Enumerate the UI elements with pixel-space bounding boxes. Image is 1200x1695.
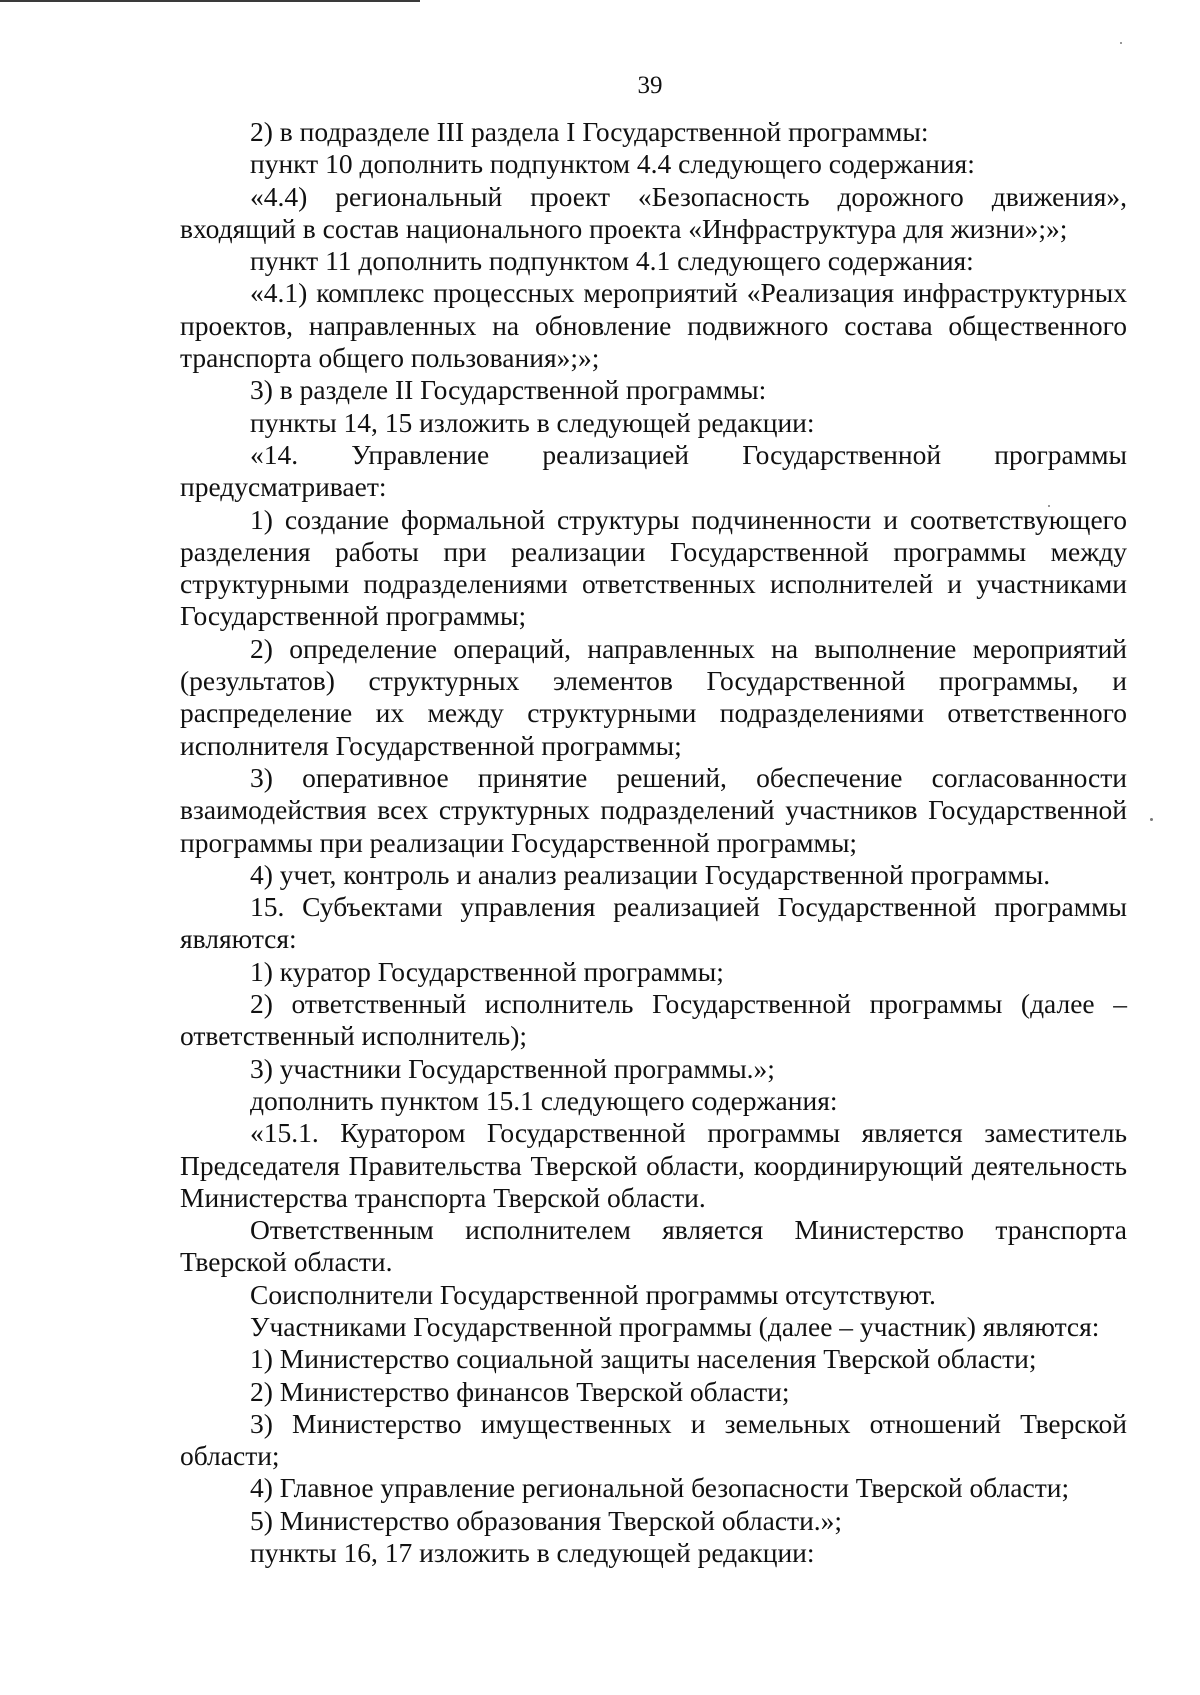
paragraph: 2) Министерство финансов Тверской области; xyxy=(250,1375,790,1407)
paragraph: 15. Субъектами управления реализацией Государственной программы являются: xyxy=(180,891,1127,955)
paragraph: 4) Главное управление региональной безопасности Тверской области; xyxy=(250,1472,1070,1504)
paragraph: 1) Министерство социальной защиты населения Тверской области; xyxy=(250,1343,1037,1375)
paragraph: 5) Министерство образования Тверской области.»; xyxy=(250,1504,843,1536)
paragraph: «4.1) комплекс процессных мероприятий «Реализация инфраструктурных проектов, направленных на обновление подвижного состава общественного транспорта общего пользования»;»; xyxy=(180,277,1127,374)
paragraph: дополнить пунктом 15.1 следующего содержания: xyxy=(250,1084,838,1116)
scan-edge-line xyxy=(0,0,420,2)
page-number: 39 xyxy=(637,72,663,99)
paragraph: Соисполнители Государственной программы отсутствуют. xyxy=(250,1278,936,1310)
paragraph: 3) в разделе II Государственной программы: xyxy=(250,374,767,406)
paragraph: 2) в подразделе III раздела I Государственной программы: xyxy=(250,116,929,147)
paragraph: пункты 16, 17 изложить в следующей редакции: xyxy=(250,1537,815,1569)
document-body xyxy=(180,116,1127,1569)
paragraph: 1) куратор Государственной программы; xyxy=(250,955,724,987)
paragraph: «15.1. Куратором Государственной программы является заместитель Председателя Правительства Тверской области, координирующий деятельность Министерства транспорта Тверской области. xyxy=(180,1117,1127,1213)
paragraph: Ответственным исполнителем является Министерство транспорта Тверской области. xyxy=(180,1214,1127,1278)
paragraph: 1) создание формальной структуры подчиненности и соответствующего разделения работы при реализации Государственной программы между структурными подразделениями ответственных исполнителей и участниками Государственной программы; xyxy=(180,503,1127,632)
paragraph: пункты 14, 15 изложить в следующей редакции: xyxy=(250,406,815,438)
paragraph: 3) Министерство имущественных и земельных отношений Тверской области; xyxy=(180,1407,1127,1472)
paragraph: «14. Управление реализацией Государственной программы предусматривает: xyxy=(180,438,1127,503)
paragraph: пункт 10 дополнить подпунктом 4.4 следующего содержания: xyxy=(250,148,975,180)
paragraph: 3) оперативное принятие решений, обеспечение согласованности взаимодействия всех структурных подразделений участников Государственной программы при реализации Государственной программы; xyxy=(180,761,1127,858)
scan-speck xyxy=(1150,818,1153,821)
paragraph: 2) ответственный исполнитель Государственной программы (далее – ответственный исполнитель); xyxy=(180,988,1127,1052)
paragraph: Участниками Государственной программы (далее – участник) являются: xyxy=(250,1310,1100,1342)
paragraph: 4) учет, контроль и анализ реализации Государственной программы. xyxy=(250,858,1051,890)
paragraph: «4.4) региональный проект «Безопасность дорожного движения», входящий в состав национального проекта «Инфраструктура для жизни»;»; xyxy=(180,180,1127,244)
paragraph: пункт 11 дополнить подпунктом 4.1 следующего содержания: xyxy=(250,245,974,277)
scan-speck xyxy=(1120,42,1122,44)
paragraph: 3) участники Государственной программы.»; xyxy=(250,1052,775,1084)
paragraph: 2) определение операций, направленных на выполнение мероприятий (результатов) структурных элементов Государственной программы, и распределение их между структурными подразделениями ответственного исполнителя Государственной программы; xyxy=(180,632,1127,761)
